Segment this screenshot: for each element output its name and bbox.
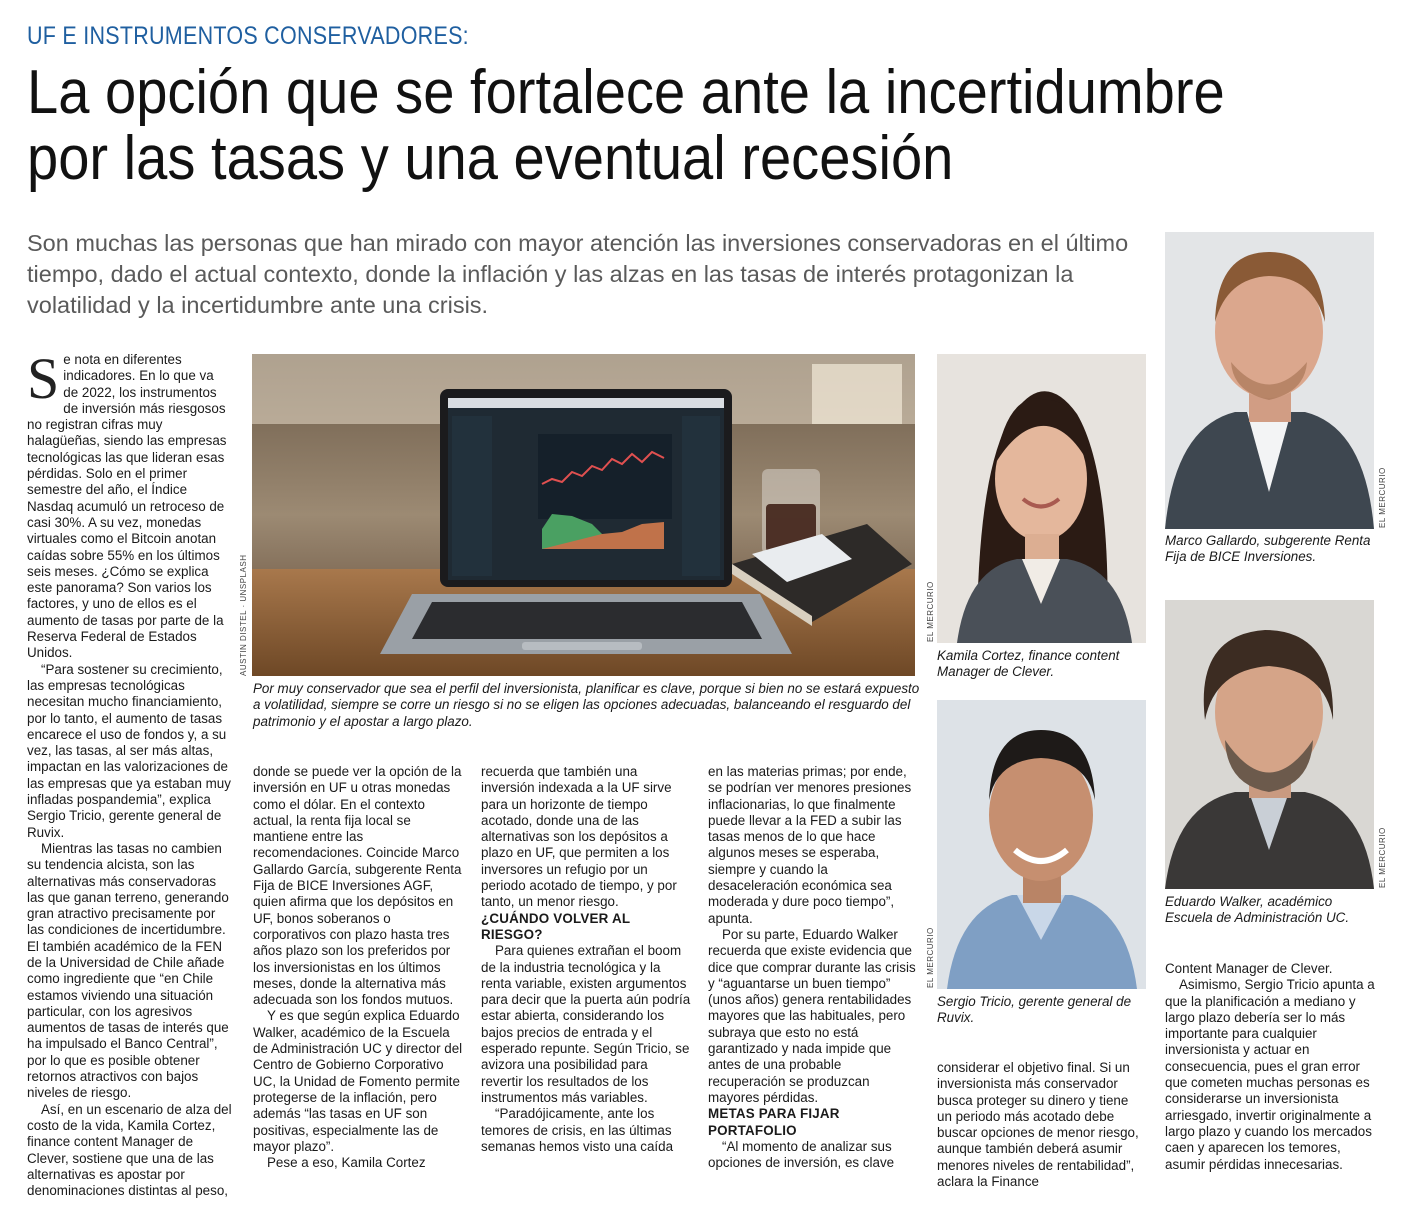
portrait-eduardo-walker	[1165, 600, 1374, 889]
column-3-paragraph-3: “Paradójicamente, ante los temores de crisis, en las últimas semanas hemos visto una caída	[481, 1106, 674, 1154]
column-4-paragraph-1: en las materias primas; por ende, se podrían ver menores presiones inflacionarias, lo que finalmente puede llevar a la FED a subir las tasas menos de lo que hace algunos meses se esperaba, siempre y cuando la desaceleración económica sea moderada y dure poco tiempo”, apunta.	[708, 764, 912, 926]
article-column-2	[253, 764, 463, 1171]
article-column-4	[708, 764, 918, 1171]
laptop-on-table-illustration	[252, 354, 915, 676]
column-4-paragraph-3: “Al momento de analizar sus opciones de inversión, es clave	[708, 1138, 895, 1171]
main-photo-caption: Por muy conservador que sea el perfil del inversionista, planificar es clave, porque si bien no se estará expuesto a volatilidad, siempre se corre un riesgo si no se eligen las opciones adecuadas, balanceando el resguardo del patrimonio y el apostar a largo plazo.	[253, 681, 920, 729]
column-2-paragraph-2: Y es que según explica Eduardo Walker, académico de la Escuela de Administración UC y director del Centro de Gobierno Corporativo UC, la Unidad de Fomento permite protegerse de la inflación, pero además “las tasas en UF son positivas, especialmente las de mayor plazo”.	[253, 1008, 463, 1154]
portrait-eduardo-credit: EL MERCURIO	[1378, 827, 1387, 888]
portrait-man-suit-illustration	[1165, 232, 1374, 529]
headline-line-1: La opción que se fortalece ante la incertidumbre	[27, 58, 1225, 127]
portrait-sergio-tricio	[937, 700, 1146, 989]
article-column-1	[27, 346, 232, 1199]
column-1-paragraph-1: Se nota en diferentes indicadores. En lo que va de 2022, los instrumentos de inversión más riesgosos no registran cifras muy halagüeñas, siendo las empresas tecnológicas las que lideran esas pérdidas. Solo en el primer semestre del año, el Índice Nasdaq acumuló un retroceso de casi 30%. A su vez, monedas virtuales como el Bitcoin anotan caídas sobre 55% en los últimos seis meses. ¿Cómo se explica este panorama? Son varios los factores, y uno de ellos es el aumento de tasas por parte de la Reserva Federal de Estados Unidos.	[27, 346, 227, 661]
main-photo	[252, 354, 915, 676]
column-1-paragraph-3: Mientras las tasas no cambien su tendencia alcista, son las alternativas más conservadoras las que ganan terreno, generando gran atractivo precisamente por las condiciones de incertidumbre. El también académico de la FEN de la Universidad de Chile añade como ingrediente que “en Chile estamos viviendo una situación particular, con los agresivos aumentos de tasas de interés que ha impulsado el Banco Central”, por lo que es posible obtener retornos atractivos con bajos niveles de riesgo.	[27, 840, 229, 1101]
column-2-paragraph-3: Pese a eso, Kamila Cortez	[267, 1155, 426, 1171]
main-photo-credit: AUSTIN DISTEL · UNSPLASH	[239, 554, 248, 676]
column-3-paragraph-1: recuerda que también una inversión indexada a la UF sirve para un horizonte de tiempo acotado, donde una de las alternativas son los depósitos a plazo en UF, que permiten a los inversores un refugio por un periodo acotado de tiempo, y por tanto, un menor riesgo.	[481, 764, 677, 910]
column-6-paragraph-2: Asimismo, Sergio Tricio apunta a que la planificación a mediano y largo plazo debería ser lo más importante para cualquier inversionista y actuar en consecuencia, pues el gran error que cometen muchas personas es considerarse un inversionista arriesgado, invertir originalmente a largo plazo y cuando los mercados caen y aparecen los temores, asumir pérdidas innecesarias.	[1165, 977, 1375, 1172]
column-1-paragraph-2: “Para sostener su crecimiento, las empresas tecnológicas necesitan mucho financiamiento, por lo tanto, el aumento de tasas encarece el uso de fondos y, a su vez, las tasas, al ser más altas, impactan en las valorizaciones de las empresas que ya estaban muy infladas pospandemia”, explica Sergio Tricio, gerente general de Ruvix.	[27, 661, 231, 840]
lead-paragraph: Son muchas las personas que han mirado con mayor atención las inversiones conservadoras en el último tiempo, dado el actual contexto, donde la inflación y las alzas en las tasas de interés protagonizan la volatilidad y la incertidumbre ante una crisis.	[27, 230, 1129, 318]
portrait-man-smiling-illustration	[937, 700, 1146, 989]
portrait-eduardo-caption: Eduardo Walker, académico Escuela de Administración UC.	[1165, 894, 1350, 926]
column-6-paragraph-1: Content Manager de Clever.	[1165, 961, 1333, 976]
portrait-marco-credit: EL MERCURIO	[1378, 467, 1387, 528]
portrait-marco-gallardo	[1165, 232, 1374, 529]
column-5-paragraph-1: considerar el objetivo final. Si un inversionista más conservador busca proteger su dinero y tiene un periodo más acotado debe buscar opciones de menor riesgo, aunque también deberá asumir menores niveles de rentabilidad”, aclara la Finance	[937, 1060, 1139, 1190]
portrait-sergio-caption: Sergio Tricio, gerente general de Ruvix.	[937, 994, 1132, 1026]
column-2-paragraph-1: donde se puede ver la opción de la inversión en UF u otras monedas como el dólar. En el contexto actual, la renta fija local se mantiene entre las recomendaciones. Coincide Marco Gallardo García, subgerente Renta Fija de BICE Inversiones AGF, quien afirma que los depósitos en UF, bonos soberanos o corporativos con plazo hasta tres años plazo son los preferidos por los inversionistas en los últimos meses, donde la alternativa más adecuada son los fondos mutuos.	[253, 764, 462, 1008]
portrait-woman-illustration	[937, 354, 1146, 643]
article-column-3	[481, 764, 691, 1155]
portrait-kamila-cortez	[937, 354, 1146, 643]
portrait-kamila-caption: Kamila Cortez, finance content Manager de Clever.	[937, 648, 1120, 680]
section-subhead-metas: METAS PARA FIJAR PORTAFOLIO	[708, 1106, 840, 1138]
portrait-sergio-credit: EL MERCURIO	[926, 927, 935, 988]
article-column-5	[937, 1060, 1145, 1190]
section-subhead-riesgo: ¿CUÁNDO VOLVER AL RIESGO?	[481, 910, 630, 942]
kicker: UF E INSTRUMENTOS CONSERVADORES:	[27, 22, 469, 50]
headline-line-2: por las tasas y una eventual recesión	[27, 124, 954, 193]
portrait-kamila-credit: EL MERCURIO	[926, 581, 935, 642]
column-1-paragraph-4: Así, en un escenario de alza del costo de la vida, Kamila Cortez, finance content Manager de Clever, sostiene que una de las alternativas es apostar por denominaciones distintas al peso,	[27, 1101, 232, 1199]
column-4-paragraph-2: Por su parte, Eduardo Walker recuerda que existe evidencia que dice que comprar durante las crisis y “aguantarse un buen tiempo” (unos años) genera rentabilidades mayores que las habituales, pero subraya que esto no está garantizado y nada impide que antes de una probable recuperación se produzcan mayores pérdidas.	[708, 926, 916, 1105]
portrait-man-beard-illustration	[1165, 600, 1374, 889]
article-column-6	[1165, 961, 1375, 1173]
drop-cap: S	[27, 346, 60, 411]
headline	[27, 60, 1367, 192]
portrait-marco-caption: Marco Gallardo, subgerente Renta Fija de BICE Inversiones.	[1165, 533, 1371, 565]
column-3-paragraph-2: Para quienes extrañan el boom de la industria tecnológica y la renta variable, existen argumentos para decir que la puerta aún podría estar abierta, considerando los bajos precios de entrada y el esperado repunte. Según Tricio, se avizora una posibilidad para revertir los resultados de los instrumentos más variables.	[481, 943, 691, 1105]
